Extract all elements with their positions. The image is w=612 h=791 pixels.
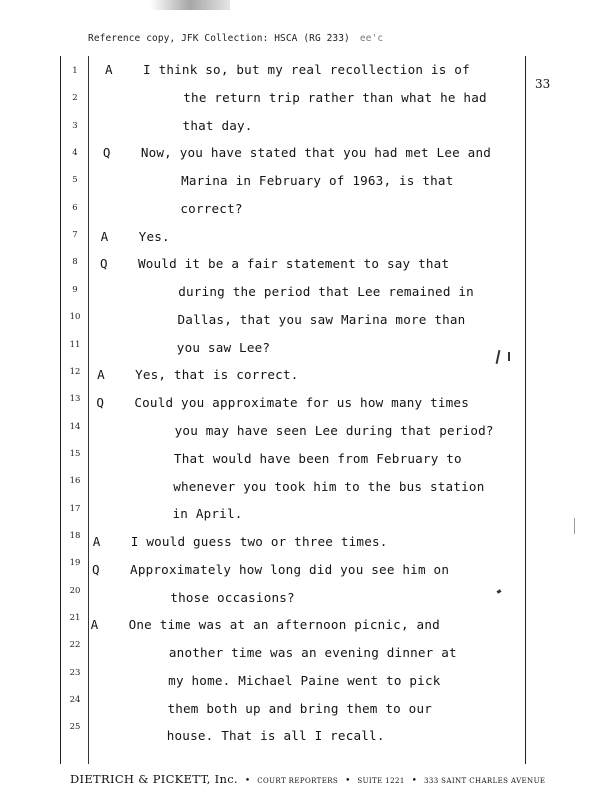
transcript-line: [168, 673, 440, 688]
line-text: Yes, that is correct.: [135, 367, 299, 383]
line-text: Marina in February of 1963, is that: [181, 173, 454, 189]
reference-header: [88, 33, 383, 44]
transcript-line: [178, 312, 466, 327]
transcript-line: [169, 645, 457, 660]
line-text: house. That is all I recall.: [166, 728, 385, 744]
line-number: 4: [72, 148, 78, 159]
line-number: 5: [72, 175, 78, 186]
line-text: Now, you have stated that you had met Lee and: [140, 145, 492, 161]
line-number: 20: [69, 585, 81, 596]
line-text: during the period that Lee remained in: [178, 284, 474, 300]
line-text: that day.: [182, 117, 253, 133]
footer-separator: •: [244, 776, 251, 786]
speaker-marker: A: [92, 534, 101, 550]
transcript-line: [183, 118, 253, 133]
line-number: 9: [72, 284, 78, 295]
transcript-line: [97, 367, 298, 382]
line-number: 21: [69, 613, 81, 623]
line-text: you may have seen Lee during that period?: [174, 423, 494, 438]
line-text: my home. Michael Paine went to pick: [168, 672, 441, 688]
handwritten-mark: ee'c: [359, 33, 384, 44]
line-text: Approximately how long did you see him on: [130, 561, 450, 577]
line-text: Yes.: [138, 228, 170, 244]
line-number: 23: [69, 667, 81, 678]
line-text: you saw Lee?: [176, 339, 271, 355]
line-text: another time was an evening dinner at: [168, 645, 457, 661]
transcript-line: [170, 590, 295, 605]
line-text: them both up and bring them to our: [167, 700, 433, 716]
transcript-line: [105, 62, 470, 77]
scan-mark: [574, 518, 575, 534]
line-number: 25: [69, 722, 81, 733]
line-number: 8: [72, 257, 78, 268]
line-text: correct?: [180, 200, 243, 216]
line-number: 15: [69, 448, 81, 459]
speaker-marker: Q: [99, 256, 108, 272]
line-number: 17: [69, 503, 81, 514]
transcript-line: [92, 562, 449, 577]
transcript-line: [172, 506, 242, 521]
speaker-marker: Q: [92, 561, 100, 577]
line-text: I think so, but my real recollection is of: [143, 62, 470, 77]
speaker-marker: Q: [96, 395, 105, 411]
line-number: 6: [72, 202, 78, 213]
line-text: Dallas, that you saw Marina more than: [177, 311, 466, 327]
transcript-line: [178, 284, 474, 299]
reference-text: Reference copy, JFK Collection: HSCA (RG 233): [88, 33, 350, 44]
line-text: those occasions?: [170, 589, 295, 605]
line-number: 2: [72, 93, 78, 104]
transcript-line: [173, 479, 484, 494]
line-number: 12: [69, 366, 81, 377]
transcript-line: [96, 395, 469, 410]
transcript-line: [167, 728, 385, 743]
transcript-line: [181, 173, 453, 188]
line-number: 22: [69, 640, 81, 651]
speaker-marker: A: [97, 367, 105, 383]
line-text: Would it be a fair statement to say that: [137, 256, 450, 272]
line-number: 16: [69, 476, 81, 487]
speaker-marker: Q: [102, 145, 111, 161]
speaker-marker: A: [100, 228, 109, 244]
suite-label: SUITE 1221: [357, 777, 405, 785]
line-number: 13: [69, 394, 81, 405]
scan-smudge: [150, 0, 230, 10]
line-text: in April.: [172, 506, 243, 522]
line-number: 24: [69, 695, 81, 706]
footer-separator: •: [411, 776, 417, 786]
line-text: whenever you took him to the bus station: [173, 478, 485, 494]
line-text: the return trip rather than what he had: [183, 89, 487, 105]
transcript-line: [101, 229, 170, 244]
line-text: That would have been from February to: [173, 450, 462, 466]
transcript-line: [167, 701, 432, 716]
transcript-line: [177, 340, 270, 355]
footer-separator: •: [345, 776, 351, 786]
line-text: Could you approximate for us how many times: [134, 395, 469, 411]
line-number: 11: [69, 339, 81, 350]
line-text: I would guess two or three times.: [130, 534, 388, 550]
line-number: 7: [72, 230, 78, 241]
line-number: 14: [69, 421, 81, 432]
transcript-line: [180, 201, 242, 216]
page-number: 33: [535, 77, 551, 91]
line-number: 1: [72, 66, 78, 76]
transcript-line: [174, 451, 462, 466]
line-number: 18: [69, 530, 81, 541]
firm-name: DIETRICH & PICKETT, Inc.: [70, 772, 238, 786]
line-number-rule: [88, 56, 89, 764]
transcript-line: [100, 256, 449, 271]
reporter-footer: [70, 768, 545, 787]
scan-mark: [508, 352, 510, 361]
transcript-line: [93, 534, 388, 549]
speaker-marker: A: [105, 62, 113, 77]
speaker-marker: A: [90, 617, 99, 633]
transcript-line: [183, 90, 487, 105]
transcript-line: [175, 423, 494, 438]
line-number: 3: [72, 120, 78, 131]
transcript-line: [91, 617, 440, 632]
line-number: 10: [69, 312, 81, 323]
address-label: 333 SAINT CHARLES AVENUE: [423, 777, 546, 785]
line-text: One time was at an afternoon picnic, and: [128, 617, 440, 633]
transcript-line: [103, 145, 491, 160]
service-label: COURT REPORTERS: [257, 777, 339, 785]
line-number: 19: [69, 558, 81, 569]
